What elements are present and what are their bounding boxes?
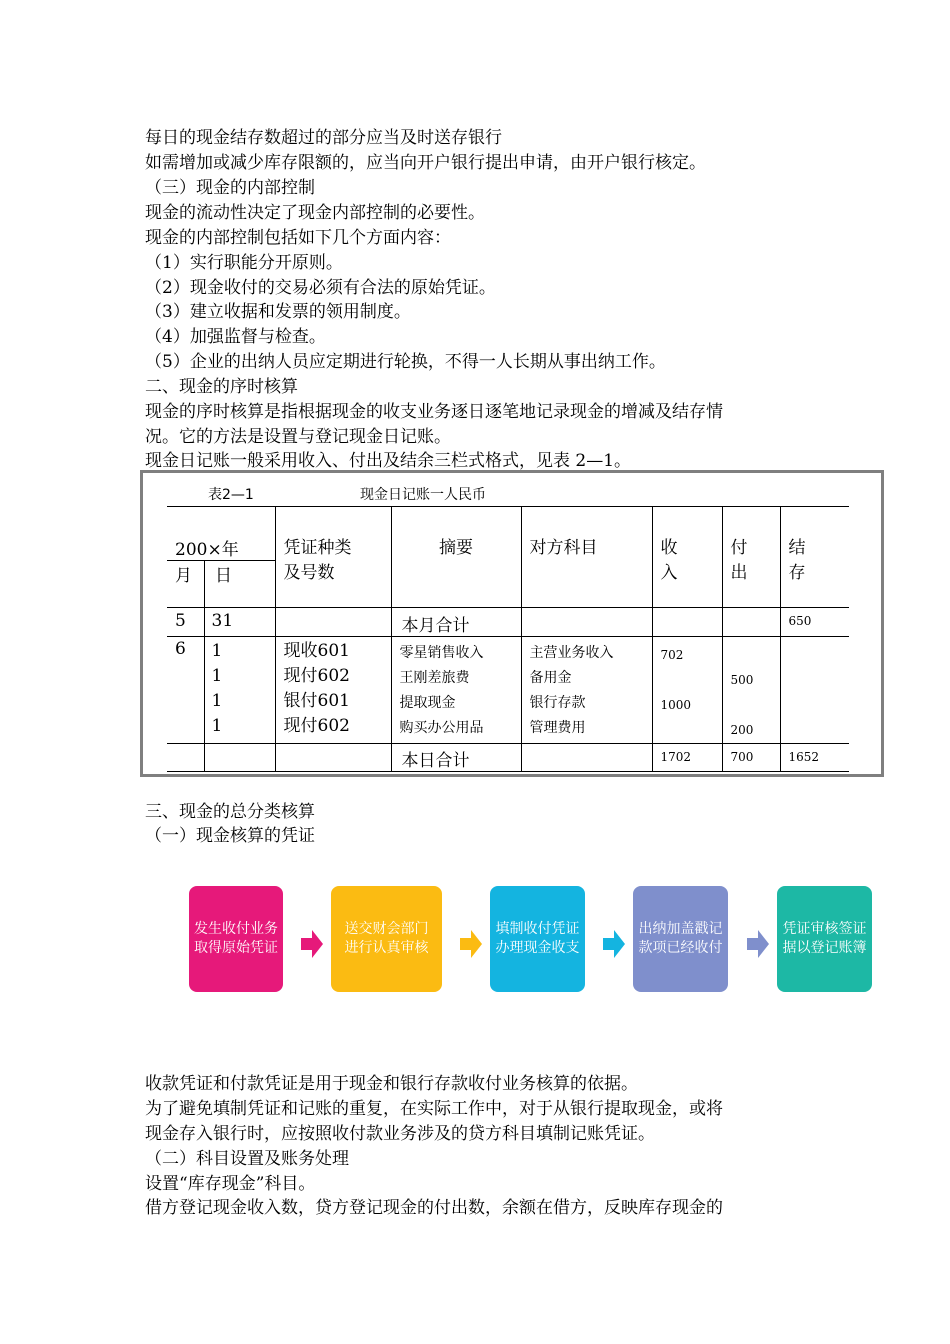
paragraph: 现金日记账一般采用收入、付出及结余三栏式格式，见表 2—1。 [145, 451, 632, 471]
flow-arrow-icon [460, 930, 482, 958]
entry-summary: 王刚差旅费 [399, 670, 470, 686]
section-heading: 二、现金的序时核算 [145, 377, 298, 397]
cell-incomes [652, 637, 722, 744]
entry-voucher: 现付602 [283, 716, 350, 736]
list-item: （1）实行职能分开原则。 [145, 253, 343, 273]
flow-step [331, 886, 442, 992]
header-income-l1: 收 [660, 538, 678, 558]
header-payout-l1: 付 [730, 538, 748, 558]
flow-step [633, 886, 728, 992]
flow-step-line2: 进行认真审核 [344, 940, 429, 956]
entry-income: 1000 [660, 698, 692, 712]
cell-vouchers [275, 637, 391, 744]
entry-income [661, 668, 722, 693]
header-payout-l2: 出 [730, 563, 748, 583]
flow-step-line1: 填制收付凭证 [495, 921, 580, 937]
cell-balance: 1652 [780, 744, 849, 772]
header-account: 对方科目 [521, 507, 652, 608]
cell-summaries [391, 637, 521, 744]
paragraph: 借方登记现金收入数，贷方登记现金的付出数，余额在借方，反映库存现金的 [145, 1198, 723, 1218]
flow-arrow-icon [747, 930, 769, 958]
flow-step [189, 886, 283, 992]
section-heading: （二）科目设置及账务处理 [145, 1149, 349, 1169]
header-voucher-l1: 凭证种类 [283, 538, 352, 558]
header-income [652, 507, 722, 608]
header-day: 日 [204, 561, 275, 607]
flow-arrow-shape [747, 930, 769, 958]
flow-step-line2: 取得原始凭证 [194, 940, 278, 956]
flow-step-line1: 出纳加盖戳记 [638, 921, 723, 937]
flow-step-line1: 发生收付业务 [194, 921, 278, 937]
header-payout [722, 507, 780, 608]
entry-day: 1 [211, 641, 223, 661]
paragraph: 现金的序时核算是指根据现金的收支业务逐日逐笔地记录现金的增减及结存情 [145, 402, 723, 422]
entry-payout [731, 643, 780, 668]
cell-month: 6 [175, 639, 186, 659]
flow-arrow-icon [603, 930, 625, 958]
entry-summary: 提取现金 [399, 695, 456, 711]
flow-arrow-shape [603, 930, 625, 958]
table-title: 现金日记账一人民币 [360, 487, 486, 503]
list-item: （4）加强监督与检查。 [145, 327, 326, 347]
entry-day: 1 [211, 666, 223, 686]
table-row-month-total [167, 608, 849, 637]
list-item: （5）企业的出纳人员应定期进行轮换，不得一人长期从事出纳工作。 [145, 352, 666, 372]
cell-day: 31 [204, 608, 275, 637]
paragraph: 为了避免填制凭证和记账的重复，在实际工作中，对于从银行提取现金，或将 [145, 1099, 723, 1119]
cell-balance: 650 [780, 608, 849, 637]
paragraph: 现金存入银行时，应按照收付款业务涉及的贷方科目填制记账凭证。 [145, 1124, 655, 1144]
header-income-l2: 入 [660, 563, 678, 583]
cell-summary: 本月合计 [391, 608, 521, 637]
entry-account: 银行存款 [529, 695, 586, 711]
paragraph: 如需增加或减少库存限额的，应当向开户银行提出申请，由开户银行核定。 [145, 153, 706, 173]
cell-payouts [722, 637, 780, 744]
cash-journal-table [167, 506, 849, 772]
list-item: （3）建立收据和发票的领用制度。 [145, 302, 411, 322]
cell-summary: 本日合计 [391, 744, 521, 772]
entry-voucher: 现收601 [283, 641, 350, 661]
paragraph: 现金的流动性决定了现金内部控制的必要性。 [145, 203, 485, 223]
table-number: 表2—1 [208, 487, 254, 503]
flow-arrow-shape [460, 930, 482, 958]
flow-step-line2: 办理现金收支 [495, 940, 580, 956]
entry-account: 管理费用 [529, 720, 586, 736]
header-balance-l2: 存 [788, 563, 806, 583]
header-summary: 摘要 [391, 507, 521, 608]
entry-payout [731, 693, 780, 718]
entry-voucher: 现付602 [283, 666, 350, 686]
flow-step-line1: 凭证审核签证 [782, 921, 867, 937]
paragraph: 现金的内部控制包括如下几个方面内容： [145, 228, 451, 248]
paragraph: 收款凭证和付款凭证是用于现金和银行存款收付业务核算的依据。 [145, 1074, 638, 1094]
flow-arrow-shape [301, 930, 323, 958]
section-heading: （一）现金核算的凭证 [145, 826, 315, 846]
header-month: 月 [175, 566, 192, 586]
flow-step-line1: 送交财会部门 [344, 921, 429, 937]
entry-day: 1 [211, 716, 223, 736]
section-heading: （三）现金的内部控制 [145, 178, 315, 198]
cell-accounts [521, 637, 652, 744]
entry-payout: 200 [730, 723, 754, 737]
flow-step [490, 886, 585, 992]
cell-income: 1702 [652, 744, 722, 772]
entry-summary: 零星销售收入 [399, 645, 484, 661]
header-voucher-l2: 及号数 [283, 563, 335, 583]
section-heading: 三、现金的总分类核算 [145, 802, 315, 822]
entry-payout: 500 [730, 673, 754, 687]
entry-income [661, 718, 722, 743]
paragraph: 设置“库存现金”科目。 [145, 1174, 316, 1194]
entry-day: 1 [211, 691, 223, 711]
header-year: 200×年 [175, 540, 239, 560]
flow-step [777, 886, 872, 992]
table-row-entries [167, 637, 849, 744]
paragraph: 况。它的方法是设置与登记现金日记账。 [145, 427, 451, 447]
flow-step-line2: 据以登记账簿 [782, 940, 867, 956]
cell-payout: 700 [722, 744, 780, 772]
header-balance-l1: 结 [788, 538, 806, 558]
entry-account: 备用金 [529, 670, 572, 686]
cell-month: 5 [175, 611, 186, 631]
entry-voucher: 银付601 [283, 691, 350, 711]
entry-account: 主营业务收入 [529, 645, 614, 661]
header-date [167, 507, 275, 608]
flow-arrow-icon [301, 930, 323, 958]
cell-days [204, 637, 275, 744]
flow-step-line2: 款项已经收付 [638, 940, 723, 956]
entry-income: 702 [660, 648, 684, 662]
list-item: （2）现金收付的交易必须有合法的原始凭证。 [145, 278, 496, 298]
header-voucher [275, 507, 391, 608]
table-row-day-total [167, 744, 849, 772]
entry-summary: 购买办公用品 [399, 720, 484, 736]
paragraph: 每日的现金结存数超过的部分应当及时送存银行 [145, 128, 502, 148]
header-balance [780, 507, 849, 608]
